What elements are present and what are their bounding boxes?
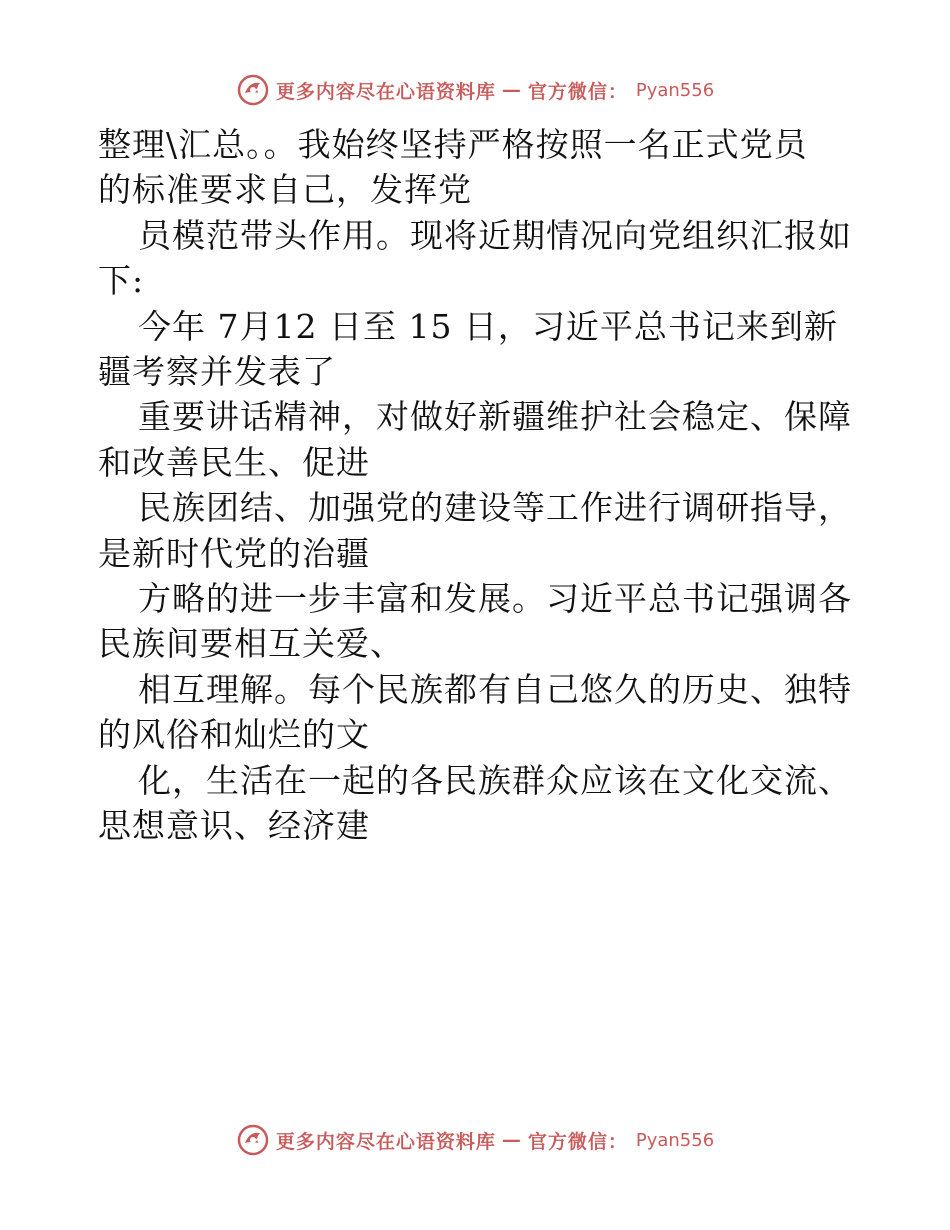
- text-line: 民族团结、加强党的建设等工作进行调研指导，: [138, 488, 852, 528]
- text-line: 化，生活在一起的各民族群众应该在文化交流、: [138, 760, 852, 800]
- text-line: 相互理解。每个民族都有自己悠久的历史、独特: [138, 669, 852, 709]
- text-line: 方略的进一步丰富和发展。习近平总书记强调各: [138, 579, 852, 619]
- document-body: [98, 122, 858, 849]
- flower-logo-icon: [236, 73, 270, 107]
- text-line: 今年 7月12 日至 15 日，习近平总书记来到新: [138, 306, 838, 346]
- watermark-separator: —: [501, 1129, 522, 1151]
- watermark-brand-text: 更多内容尽在心语资料库: [275, 1130, 496, 1153]
- watermark-wechat-label: 官方微信：: [527, 80, 628, 103]
- text-line: 重要讲话精神，对做好新疆维护社会稳定、保障: [138, 397, 852, 437]
- watermark-separator: —: [501, 79, 522, 101]
- watermark-wechat-id: Pyan556: [635, 1129, 715, 1151]
- text-line: 的标准要求自己，发挥党: [98, 170, 472, 210]
- text-line: 疆考察并发表了: [98, 352, 336, 392]
- text-line: 思想意识、经济建: [98, 806, 370, 846]
- watermark-wechat-label: 官方微信：: [527, 1130, 628, 1153]
- text-line: 员模范带头作用。现将近期情况向党组织汇报如: [138, 215, 852, 255]
- text-line: 整理\汇总。。我始终坚持严格按照一名正式党员: [98, 125, 808, 164]
- text-line: 是新时代党的治疆: [98, 533, 370, 573]
- header-watermark: [0, 70, 950, 110]
- text-line: 的风俗和灿烂的文: [98, 715, 370, 755]
- text-line: 下:: [98, 261, 145, 301]
- flower-logo-icon: [236, 1123, 270, 1157]
- footer-watermark: [0, 1120, 950, 1160]
- text-line: 和改善民生、促进: [98, 442, 370, 482]
- watermark-brand-text: 更多内容尽在心语资料库: [275, 80, 496, 103]
- text-line: 民族间要相互关爱、: [98, 624, 404, 664]
- watermark-wechat-id: Pyan556: [635, 79, 715, 101]
